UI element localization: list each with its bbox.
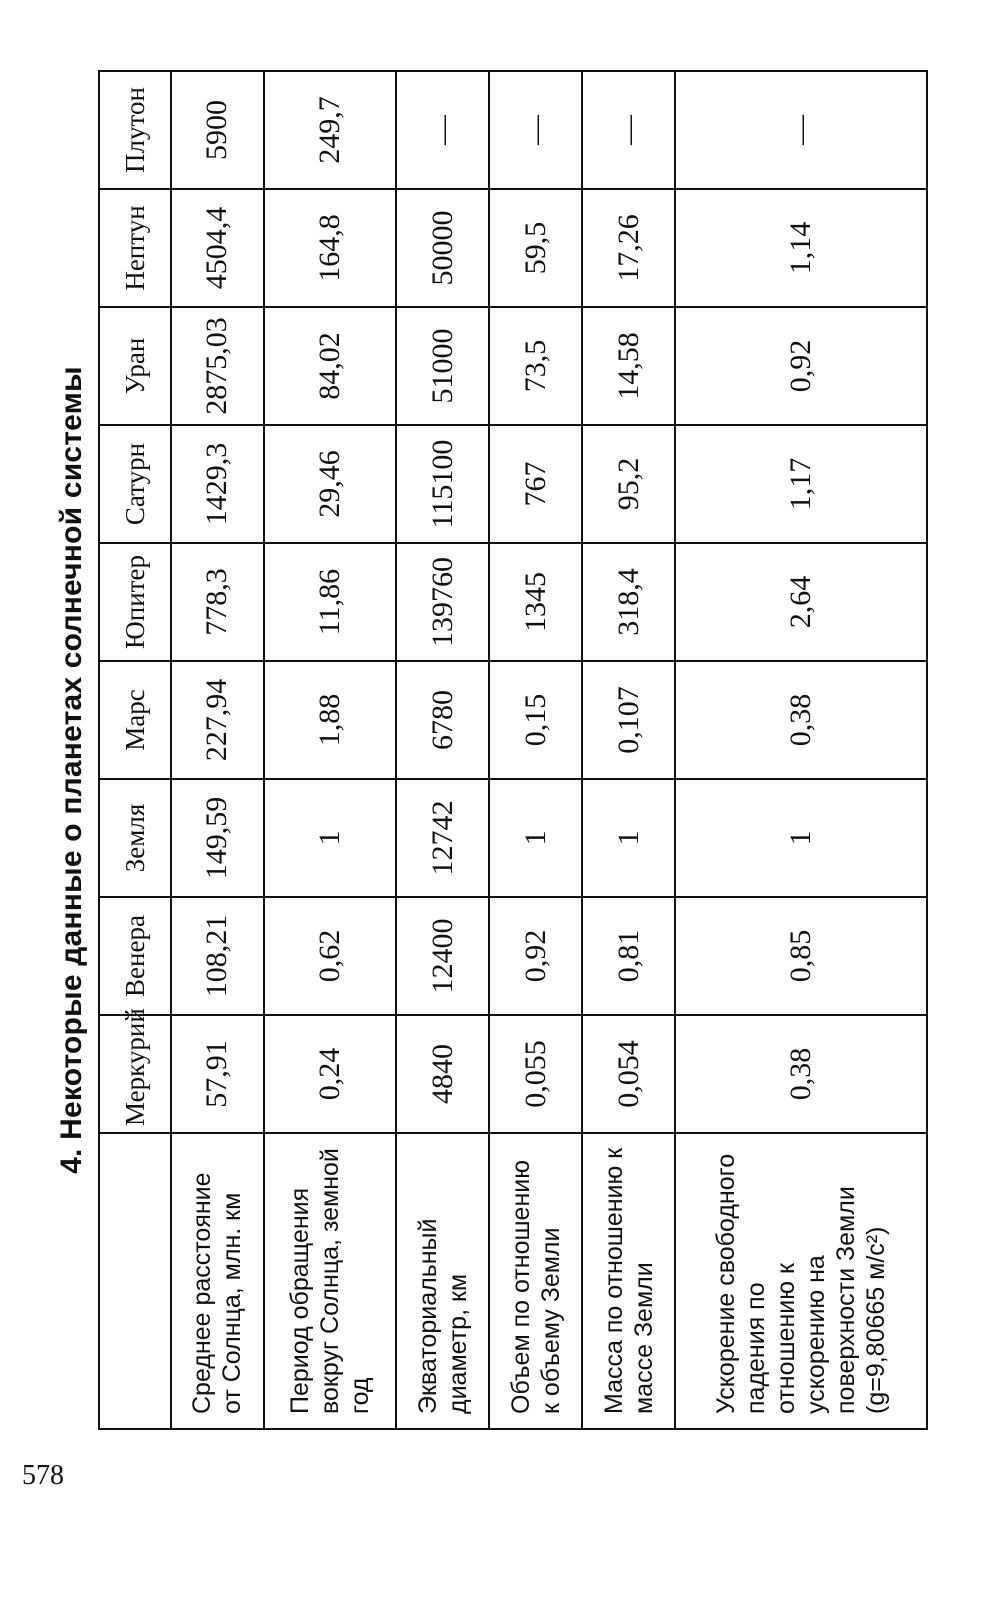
table-cell: 0,107 (582, 661, 675, 779)
row-label: Ускорение свободного падения по отношению к ускорению на поверхности Земли (g=9,80665 м/с²) (675, 1133, 927, 1429)
row-label: Среднее расстояние от Солнца, млн. км (171, 1133, 264, 1429)
table-cell: — (582, 71, 675, 189)
table-cell: 2,64 (675, 543, 927, 661)
table-cell: 6780 (396, 661, 489, 779)
table-cell: 767 (489, 425, 582, 543)
table-cell: 0,24 (264, 1015, 397, 1133)
table-cell: 51000 (396, 307, 489, 425)
planet-header: Марс (99, 661, 171, 779)
planet-header: Сатурн (99, 425, 171, 543)
planet-header: Уран (99, 307, 171, 425)
table-cell: — (396, 71, 489, 189)
table-row (582, 71, 675, 1429)
table-cell: 84,02 (264, 307, 397, 425)
table-cell: 95,2 (582, 425, 675, 543)
table-cell: 318,4 (582, 543, 675, 661)
table-cell: 0,15 (489, 661, 582, 779)
table-row (264, 71, 397, 1429)
corner-cell (99, 1133, 171, 1429)
table-cell: 1429,3 (171, 425, 264, 543)
table-cell: 149,59 (171, 779, 264, 897)
table-cell: 5900 (171, 71, 264, 189)
table-cell: 1,88 (264, 661, 397, 779)
table-row (171, 71, 264, 1429)
table-cell: 0,38 (675, 661, 927, 779)
table-cell: 0,92 (675, 307, 927, 425)
table-cell: 17,26 (582, 189, 675, 307)
table-cell: 0,054 (582, 1015, 675, 1133)
table-cell: 4840 (396, 1015, 489, 1133)
table-cell: 4504,4 (171, 189, 264, 307)
table-cell: 164,8 (264, 189, 397, 307)
table-cell: 0,055 (489, 1015, 582, 1133)
planet-header: Юпитер (99, 543, 171, 661)
table-row (489, 71, 582, 1429)
rotated-table-sheet (50, 10, 950, 1470)
table-cell: 115100 (396, 425, 489, 543)
row-label: Период обращения вокруг Солнца, земной год (264, 1133, 397, 1429)
table-cell: 12400 (396, 897, 489, 1015)
planets-table (98, 70, 928, 1430)
table-cell: 50000 (396, 189, 489, 307)
table-cell: 57,91 (171, 1015, 264, 1133)
table-cell: 0,81 (582, 897, 675, 1015)
table-cell: — (675, 71, 927, 189)
header-row (99, 71, 171, 1429)
table-cell: 139760 (396, 543, 489, 661)
table-row (396, 71, 489, 1429)
table-cell: 0,92 (489, 897, 582, 1015)
table-cell: 12742 (396, 779, 489, 897)
planet-header: Меркурий (99, 1015, 171, 1133)
table-cell: 1 (264, 779, 397, 897)
table-cell: 0,85 (675, 897, 927, 1015)
table-cell: 2875,03 (171, 307, 264, 425)
table-cell: 1 (675, 779, 927, 897)
row-label: Объем по отношению к объему Земли (489, 1133, 582, 1429)
table-cell: 1,14 (675, 189, 927, 307)
row-label: Масса по отношению к массе Земли (582, 1133, 675, 1429)
table-cell: 1,17 (675, 425, 927, 543)
row-label: Экваториальный диаметр, км (396, 1133, 489, 1429)
table-cell: 108,21 (171, 897, 264, 1015)
table-cell: 0,38 (675, 1015, 927, 1133)
table-cell: 29,46 (264, 425, 397, 543)
planet-header: Земля (99, 779, 171, 897)
planet-header: Плутон (99, 71, 171, 189)
table-row (675, 71, 927, 1429)
table-cell: 59,5 (489, 189, 582, 307)
planet-header: Нептун (99, 189, 171, 307)
table-cell: 1 (582, 779, 675, 897)
table-cell: 14,58 (582, 307, 675, 425)
table-cell: 11,86 (264, 543, 397, 661)
table-title: 4. Некоторые данные о планетах солнечной системы (55, 366, 88, 1174)
table-cell: 227,94 (171, 661, 264, 779)
table-cell: 1 (489, 779, 582, 897)
table-cell: 0,62 (264, 897, 397, 1015)
table-cell: 778,3 (171, 543, 264, 661)
table-cell: — (489, 71, 582, 189)
planet-header: Венера (99, 897, 171, 1015)
table-cell: 249,7 (264, 71, 397, 189)
page-number: 578 (22, 1460, 64, 1491)
table-cell: 73,5 (489, 307, 582, 425)
table-cell: 1345 (489, 543, 582, 661)
